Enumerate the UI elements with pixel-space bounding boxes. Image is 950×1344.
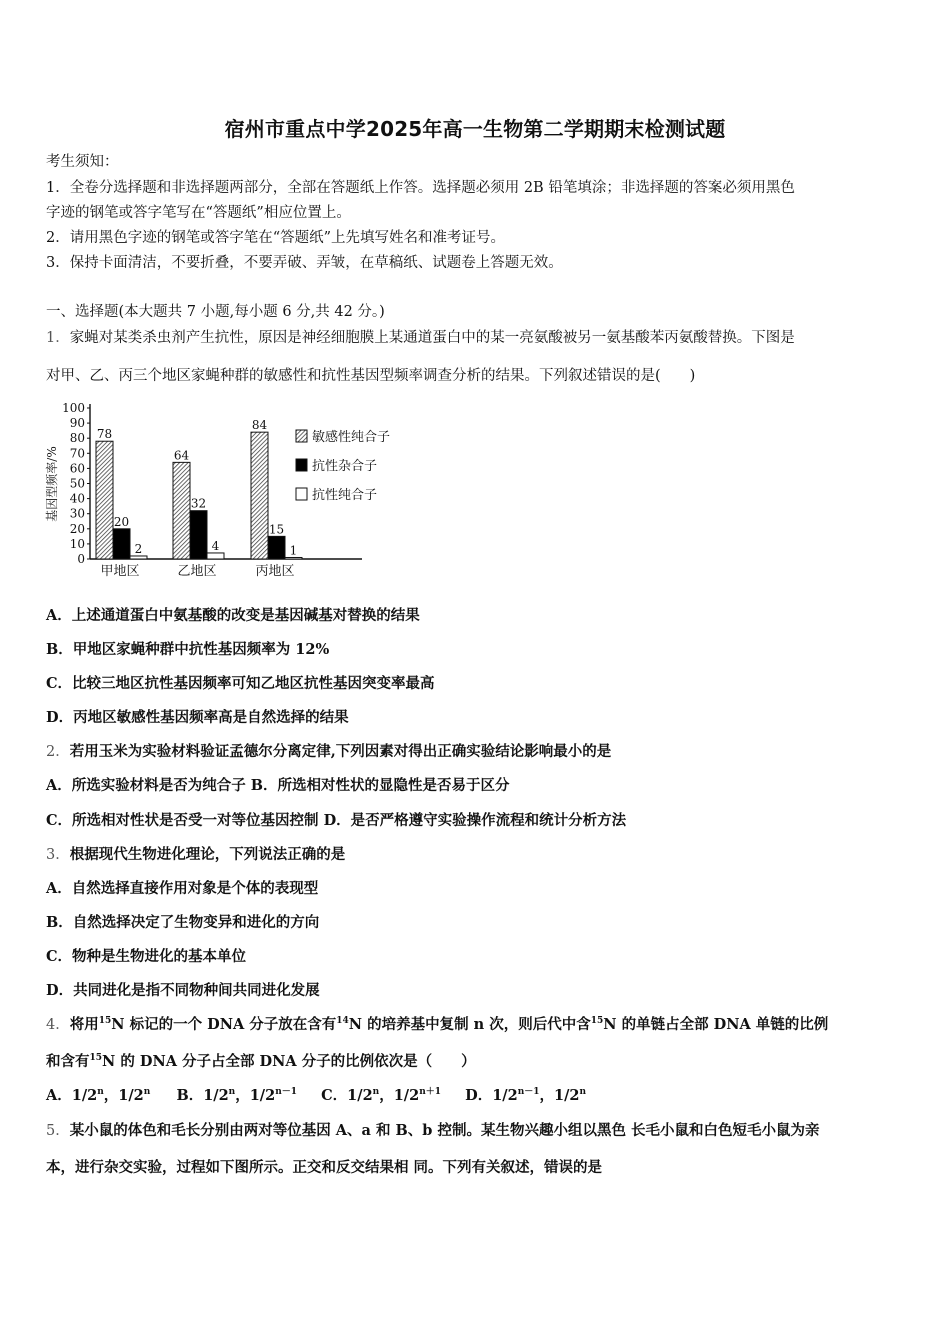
q4-c-base: C．1/2 [321, 1087, 373, 1104]
q4-d-exp2: n [579, 1087, 587, 1097]
y-tick-label-0: 0 [77, 552, 85, 566]
genotype-frequency-chart [44, 394, 404, 584]
y-tick-label-20: 20 [69, 521, 85, 536]
y-tick-label-40: 40 [69, 491, 85, 506]
y-tick-label-10: 10 [69, 536, 85, 551]
q5-stem [46, 1121, 908, 1141]
legend-swatch-1 [296, 430, 307, 442]
q1-option-a: A．上述通道蛋白中氨基酸的改变是基因碱基对替换的结果 [46, 607, 420, 624]
q2-stem [46, 742, 908, 762]
q4-sup-15b: 15 [590, 1016, 604, 1026]
bar-1-1 [96, 441, 113, 559]
q4-sup-14: 14 [336, 1016, 349, 1026]
legend-swatch-3 [296, 488, 307, 500]
q2-options-cd: C．所选相对性状是否受一对等位基因控制 D．是否严格遵守实验操作流程和统计分析方法 [46, 812, 627, 829]
q3-option-b: B．自然选择决定了生物变异和进化的方向 [46, 914, 320, 931]
q5-stem-cont: 本，进行杂交实验，过程如下图所示。正交和反交结果相 同。下列有关叙述，错误的是 [46, 1159, 603, 1176]
bar-label-3-2: 15 [268, 522, 285, 537]
q4-option-c [321, 1087, 441, 1104]
q4-text-1: 将用 [69, 1016, 99, 1033]
q4-b-base: B．1/2 [176, 1087, 229, 1104]
notice-item-1: 1．全卷分选择题和非选择题两部分，全部在答题纸上作答。选择题必须用 2B 铅笔填涂；非选择题的答案必须用黑色 [46, 180, 795, 196]
q4-number: 4． [46, 1017, 70, 1033]
x-tick-label-1: 甲地区 [100, 564, 140, 579]
q1-option-b: B．甲地区家蝇种群中抗性基因频率为 12% [46, 641, 330, 658]
section-heading: 一、选择题(本大题共 7 小题,每小题 6 分,共 42 分。) [46, 304, 385, 320]
q4-text-6: N 的 DNA 分子占全部 DNA 分子的比例依次是（ ） [102, 1053, 476, 1070]
page-title: 宿州市重点中学2025年高一生物第二学期期末检测试题 [224, 117, 726, 141]
bar-2-1 [173, 462, 190, 559]
y-tick-label-90: 90 [69, 416, 85, 431]
y-tick-label-60: 60 [69, 461, 85, 476]
bar-label-1-3: 2 [134, 541, 143, 556]
bar-3-1 [251, 432, 268, 559]
notice-heading: 考生须知： [46, 154, 119, 170]
notice-item-1-cont: 字迹的钢笔或答字笔写在“答题纸”相应位置上。 [46, 205, 351, 221]
notice-item-2: 2．请用黑色字迹的钢笔或答字笔在“答题纸”上先填写姓名和准考证号。 [46, 230, 506, 246]
q1-stem-cont: 对甲、乙、丙三个地区家蝇种群的敏感性和抗性基因型频率调查分析的结果。下列叙述错误的是( ) [46, 368, 696, 384]
bar-label-2-2: 32 [190, 496, 207, 511]
bar-label-3-3: 1 [289, 543, 298, 558]
legend-swatch-2 [296, 459, 307, 471]
bar-2-3 [207, 553, 224, 559]
q3-option-d: D．共同进化是指不同物种间共同进化发展 [46, 982, 320, 999]
q3-option-a: A．自然选择直接作用对象是个体的表现型 [46, 880, 319, 897]
bar-label-1-2: 20 [113, 514, 130, 529]
bar-label-1-1: 78 [96, 427, 113, 442]
q4-a-base: A．1/2 [46, 1087, 98, 1104]
legend-label-2: 抗性杂合子 [312, 459, 378, 474]
q4-text-2: N 标记的一个 DNA 分子放在含有 [111, 1016, 337, 1033]
q3-stem [46, 845, 908, 865]
q4-d-exp1: n－1 [517, 1087, 540, 1097]
q1-option-c: C．比较三地区抗性基因频率可知乙地区抗性基因突变率最高 [46, 675, 435, 692]
q4-sup-15c: 15 [89, 1053, 103, 1063]
bar-label-2-1: 64 [173, 448, 190, 463]
q4-d-base: D．1/2 [465, 1087, 518, 1104]
y-tick-label-100: 100 [62, 401, 85, 415]
notice-item-3: 3．保持卡面清洁，不要折叠，不要弄破、弄皱，在草稿纸、试题卷上答题无效。 [46, 255, 563, 271]
bar-1-2 [113, 529, 130, 559]
q3-option-c: C．物种是生物进化的基本单位 [46, 948, 247, 965]
q4-b-exp1: n [228, 1087, 236, 1097]
q4-stem-cont [46, 1052, 908, 1072]
legend-label-1: 敏感性纯合子 [312, 430, 391, 445]
q4-b-exp2: n－1 [275, 1087, 298, 1097]
q4-a-base2: ，1/2 [103, 1087, 144, 1104]
bar-label-2-3: 4 [211, 538, 220, 553]
q5-number: 5． [46, 1123, 70, 1139]
y-tick-label-70: 70 [69, 446, 85, 461]
q2-stem-text: 若用玉米为实验材料验证孟德尔分离定律,下列因素对得出正确实验结论影响最小的是 [69, 743, 612, 760]
y-axis-label: 基因型频率/% [45, 446, 59, 522]
q2-options-ab: A．所选实验材料是否为纯合子 B．所选相对性状的显隐性是否易于区分 [46, 777, 510, 794]
bar-2-2 [190, 511, 207, 559]
q4-option-b [176, 1087, 297, 1104]
q4-option-a [46, 1087, 150, 1104]
q4-options [46, 1086, 908, 1106]
legend-label-3: 抗性纯合子 [312, 488, 378, 503]
q4-c-base2: ，1/2 [379, 1087, 420, 1104]
q5-stem-text: 某小鼠的体色和毛长分别由两对等位基因 A、a 和 B、b 控制。某生物兴趣小组以黑色 长毛小鼠和白色短毛小鼠为亲 [69, 1122, 820, 1139]
q4-a-exp2: n [143, 1087, 151, 1097]
q4-a-exp1: n [97, 1087, 104, 1097]
q1-option-d: D．丙地区敏感性基因频率高是自然选择的结果 [46, 709, 349, 726]
x-tick-label-3: 丙地区 [255, 564, 295, 579]
q4-text-4: N 的单链占全部 DNA 单链的比例 [603, 1016, 829, 1033]
bar-label-3-1: 84 [251, 418, 268, 433]
q4-c-exp2: n＋1 [419, 1087, 441, 1097]
y-tick-label-50: 50 [69, 476, 85, 491]
bar-1-3 [130, 556, 147, 559]
q3-stem-text: 根据现代生物进化理论，下列说法正确的是 [69, 846, 346, 863]
q1-number: 1． [46, 330, 70, 346]
y-tick-label-30: 30 [69, 506, 85, 521]
bar-3-3 [285, 557, 302, 559]
q2-number: 2． [46, 744, 70, 760]
q4-text-3: N 的培养基中复制 n 次，则后代中含 [348, 1016, 591, 1033]
q1-stem-text: 家蝇对某类杀虫剂产生抗性，原因是神经细胞膜上某通道蛋白中的某一亮氨酸被另一氨基酸苯丙氨酸替换。下图是 [69, 330, 795, 346]
q1-stem [46, 328, 908, 348]
bar-3-2 [268, 536, 285, 559]
y-tick-label-80: 80 [69, 431, 85, 446]
q3-number: 3． [46, 847, 70, 863]
q4-c-exp1: n [372, 1087, 380, 1097]
q4-b-base2: ，1/2 [235, 1087, 276, 1104]
q4-sup-15a: 15 [98, 1016, 112, 1026]
q4-d-base2: ，1/2 [539, 1087, 580, 1104]
x-tick-label-2: 乙地区 [177, 564, 217, 579]
q4-stem [46, 1015, 908, 1035]
q4-option-d [465, 1087, 586, 1104]
q4-text-5: 和含有 [46, 1053, 90, 1070]
